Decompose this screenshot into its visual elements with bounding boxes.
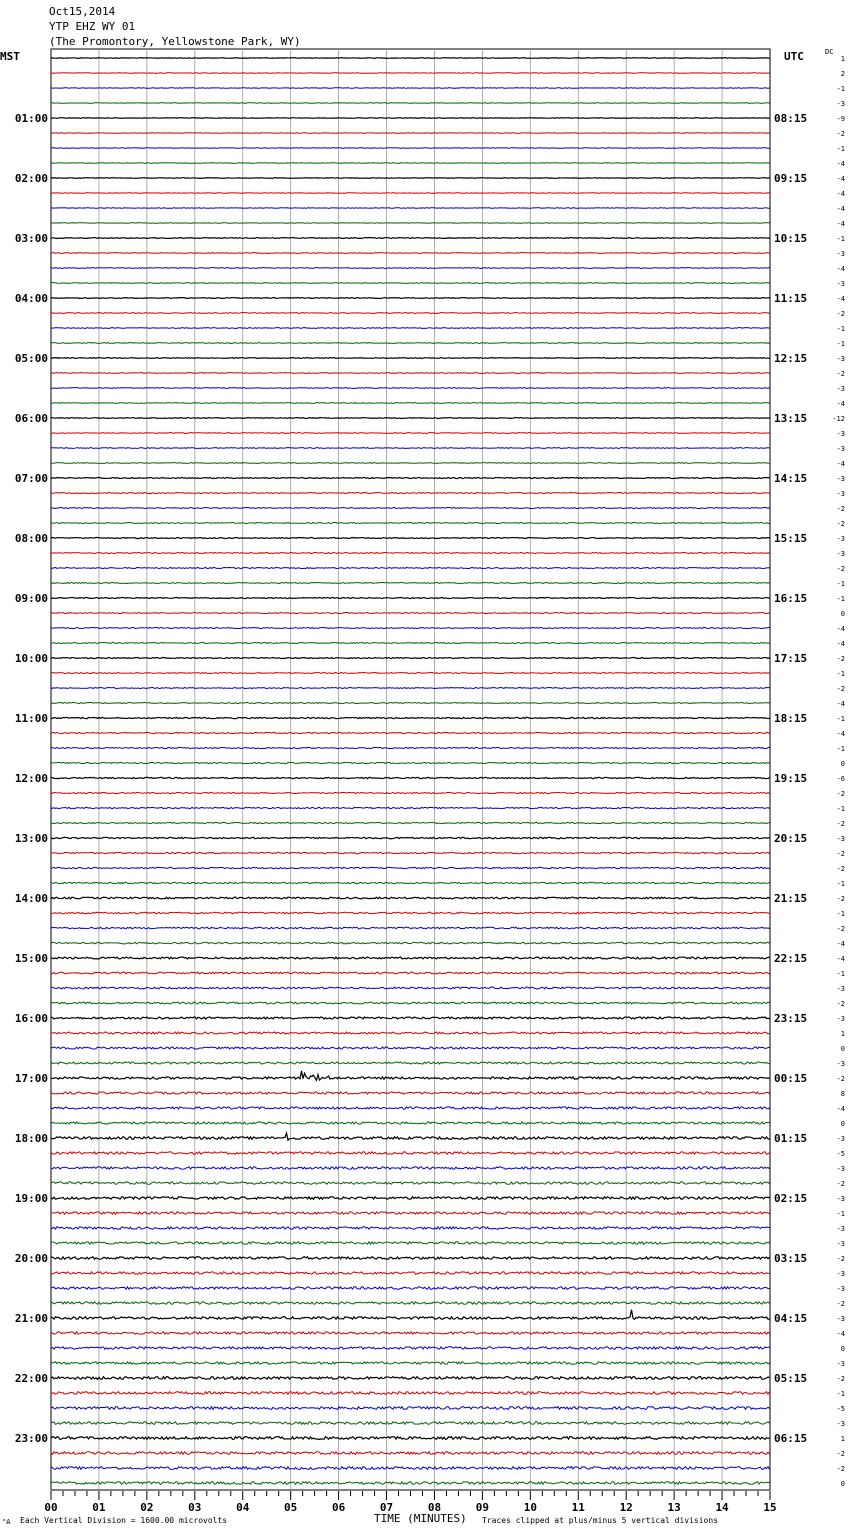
trace-row-80 xyxy=(51,1257,770,1260)
dc-offset-value: -3 xyxy=(836,1195,845,1203)
x-axis-title: TIME (MINUTES) xyxy=(374,1512,467,1525)
dc-offset-value: -4 xyxy=(836,175,845,183)
x-tick-label: 07 xyxy=(379,1501,394,1514)
trace-row-79 xyxy=(51,1242,770,1245)
mst-hour-label: 05:00 xyxy=(14,352,48,365)
mst-hour-label: 01:00 xyxy=(14,112,48,125)
trace-row-37 xyxy=(51,612,770,613)
trace-row-83 xyxy=(51,1302,770,1305)
trace-row-47 xyxy=(51,762,770,763)
trace-row-17 xyxy=(51,313,770,314)
dc-offset-value: -1 xyxy=(836,970,845,978)
dc-offset-value: -1 xyxy=(836,670,845,678)
station-location: (The Promontory, Yellowstone Park, WY) xyxy=(49,35,301,48)
utc-hour-label: 01:15 xyxy=(774,1132,808,1145)
trace-row-90 xyxy=(51,1407,770,1410)
mst-hour-label: 21:00 xyxy=(14,1312,48,1325)
dc-offset-value: -3 xyxy=(836,1165,845,1173)
trace-row-43 xyxy=(51,702,770,703)
utc-hour-label: 00:15 xyxy=(774,1072,808,1085)
utc-hour-label: 02:15 xyxy=(774,1192,808,1205)
trace-row-54 xyxy=(51,867,770,868)
dc-offset-value: -2 xyxy=(836,850,845,858)
mst-hour-label: 17:00 xyxy=(14,1072,48,1085)
trace-row-5 xyxy=(51,133,770,134)
dc-offset-value: -1 xyxy=(836,340,845,348)
dc-offset-value: -3 xyxy=(836,835,845,843)
trace-row-33 xyxy=(51,552,770,553)
trace-row-78 xyxy=(51,1227,770,1230)
dc-offset-value: -4 xyxy=(836,730,845,738)
dc-offset-value: -4 xyxy=(836,265,845,273)
trace-row-44 xyxy=(51,717,770,718)
dc-offset-value: -2 xyxy=(836,1375,845,1383)
dc-offset-value: 2 xyxy=(840,70,845,78)
mst-hour-label: 22:00 xyxy=(14,1372,48,1385)
dc-offset-value: -1 xyxy=(836,1210,845,1218)
trace-row-34 xyxy=(51,567,770,568)
station-id: YTP EHZ WY 01 xyxy=(49,20,136,33)
utc-hour-label: 08:15 xyxy=(774,112,808,125)
dc-offset-value: -5 xyxy=(836,1150,845,1158)
trace-row-65 xyxy=(51,1032,770,1034)
mst-hour-labels xyxy=(15,112,48,1445)
trace-row-13 xyxy=(51,253,770,254)
trace-row-12 xyxy=(51,238,770,239)
utc-hour-labels xyxy=(774,112,807,1445)
dc-offset-value: -2 xyxy=(836,310,845,318)
dc-offset-value: -3 xyxy=(836,1060,845,1068)
utc-hour-label: 06:15 xyxy=(774,1432,808,1445)
x-tick-label: 06 xyxy=(331,1501,346,1514)
trace-row-57 xyxy=(51,912,770,914)
dc-offset-value: 0 xyxy=(840,1345,845,1353)
x-tick-label: 09 xyxy=(475,1501,490,1514)
clip-note: Traces clipped at plus/minus 5 vertical divisions xyxy=(482,1516,719,1525)
trace-row-42 xyxy=(51,687,770,688)
dc-offset-value: -3 xyxy=(836,1285,845,1293)
dc-offset-value: -3 xyxy=(836,535,845,543)
x-tick-label: 15 xyxy=(763,1501,777,1514)
mst-hour-label: 08:00 xyxy=(14,532,48,545)
mst-hour-label: 19:00 xyxy=(14,1192,48,1205)
trace-row-68 xyxy=(51,1071,770,1080)
trace-row-23 xyxy=(51,403,770,404)
trace-row-61 xyxy=(51,972,770,974)
utc-hour-label: 05:15 xyxy=(774,1372,808,1385)
dc-offset-value: -2 xyxy=(836,370,845,378)
x-tick-label: 12 xyxy=(619,1501,633,1514)
x-tick-label: 04 xyxy=(236,1501,250,1514)
dc-offset-value: -1 xyxy=(836,745,845,753)
trace-row-41 xyxy=(51,672,770,673)
mst-hour-label: 04:00 xyxy=(14,292,48,305)
trace-row-46 xyxy=(51,747,770,748)
corner-mark: ⌃A xyxy=(2,1518,11,1526)
dc-offset-value: -2 xyxy=(836,895,845,903)
dc-offset-value: -5 xyxy=(836,1405,845,1413)
dc-offset-value: -1 xyxy=(836,1390,845,1398)
x-tick-label: 03 xyxy=(188,1501,202,1514)
dc-offset-value: 8 xyxy=(840,1090,845,1098)
trace-row-69 xyxy=(51,1092,770,1094)
mst-hour-label: 23:00 xyxy=(14,1432,48,1445)
trace-row-35 xyxy=(51,582,770,583)
dc-offset-value: -3 xyxy=(836,1270,845,1278)
trace-row-89 xyxy=(51,1392,770,1395)
dc-offset-value: -4 xyxy=(836,940,845,948)
mst-hour-label: 18:00 xyxy=(14,1132,48,1145)
trace-row-22 xyxy=(51,388,770,389)
trace-row-18 xyxy=(51,328,770,329)
dc-offset-value: -3 xyxy=(836,250,845,258)
x-tick-label: 01 xyxy=(92,1501,106,1514)
trace-row-63 xyxy=(51,1002,770,1004)
dc-offset-value: 1 xyxy=(840,1030,845,1038)
dc-offset-value: -2 xyxy=(836,1180,845,1188)
dc-offset-value: -3 xyxy=(836,985,845,993)
dc-offset-value: -2 xyxy=(836,565,845,573)
utc-hour-label: 13:15 xyxy=(774,412,808,425)
mst-hour-label: 14:00 xyxy=(14,892,48,905)
dc-offset-value: -2 xyxy=(836,1300,845,1308)
dc-offset-value: -2 xyxy=(836,925,845,933)
plot-date: Oct15,2014 xyxy=(49,5,116,18)
trace-row-28 xyxy=(51,477,770,478)
dc-offset-value: -2 xyxy=(836,1075,845,1083)
utc-hour-label: 15:15 xyxy=(774,532,808,545)
trace-row-1 xyxy=(51,73,770,74)
dc-offset-labels xyxy=(832,55,845,1488)
mst-hour-label: 06:00 xyxy=(14,412,48,425)
trace-row-91 xyxy=(51,1422,770,1425)
dc-offset-value: -1 xyxy=(836,85,845,93)
dc-offset-value: -2 xyxy=(836,1450,845,1458)
mst-hour-label: 10:00 xyxy=(14,652,48,665)
dc-offset-value: -3 xyxy=(836,280,845,288)
dc-offset-value: -2 xyxy=(836,1000,845,1008)
dc-offset-value: -1 xyxy=(836,580,845,588)
x-tick-label: 13 xyxy=(667,1501,681,1514)
dc-offset-value: 0 xyxy=(840,1120,845,1128)
trace-row-16 xyxy=(51,298,770,299)
utc-hour-label: 22:15 xyxy=(774,952,808,965)
utc-hour-label: 11:15 xyxy=(774,292,808,305)
mst-hour-label: 13:00 xyxy=(14,832,48,845)
dc-offset-value: -2 xyxy=(836,130,845,138)
dc-offset-value: -3 xyxy=(836,100,845,108)
traces xyxy=(51,58,770,1485)
trace-row-58 xyxy=(51,927,770,929)
trace-row-29 xyxy=(51,492,770,493)
dc-offset-value: 1 xyxy=(840,1435,845,1443)
trace-row-64 xyxy=(51,1017,770,1019)
mst-hour-label: 07:00 xyxy=(14,472,48,485)
dc-offset-value: -1 xyxy=(836,235,845,243)
dc-offset-value: -4 xyxy=(836,640,845,648)
x-tick-label: 08 xyxy=(427,1501,442,1514)
dc-offset-value: 0 xyxy=(840,1045,845,1053)
utc-hour-label: 19:15 xyxy=(774,772,808,785)
dc-offset-value: -3 xyxy=(836,490,845,498)
trace-row-3 xyxy=(51,103,770,104)
dc-offset-value: -3 xyxy=(836,550,845,558)
trace-row-60 xyxy=(51,957,770,959)
dc-offset-value: -9 xyxy=(836,115,845,123)
trace-row-76 xyxy=(51,1197,770,1200)
dc-offset-value: -1 xyxy=(836,595,845,603)
utc-hour-label: 23:15 xyxy=(774,1012,808,1025)
trace-row-50 xyxy=(51,807,770,808)
trace-row-27 xyxy=(51,463,770,464)
dc-offset-value: -4 xyxy=(836,400,845,408)
trace-row-74 xyxy=(51,1167,770,1170)
trace-row-38 xyxy=(51,627,770,628)
x-tick-label: 14 xyxy=(715,1501,729,1514)
dc-offset-value: -2 xyxy=(836,1465,845,1473)
mst-hour-label: 09:00 xyxy=(14,592,48,605)
trace-row-59 xyxy=(51,942,770,944)
dc-offset-value: -4 xyxy=(836,295,845,303)
dc-offset-value: -1 xyxy=(836,325,845,333)
trace-row-93 xyxy=(51,1452,770,1455)
dc-offset-value: -3 xyxy=(836,445,845,453)
mst-hour-label: 15:00 xyxy=(14,952,48,965)
dc-offset-value: -3 xyxy=(836,1015,845,1023)
trace-row-70 xyxy=(51,1107,770,1109)
trace-row-94 xyxy=(51,1467,770,1470)
dc-offset-value: -4 xyxy=(836,220,845,228)
trace-row-77 xyxy=(51,1212,770,1215)
trace-row-31 xyxy=(51,522,770,523)
dc-offset-value: -6 xyxy=(836,775,845,783)
trace-row-15 xyxy=(51,283,770,284)
trace-row-26 xyxy=(51,448,770,449)
dc-offset-value: -1 xyxy=(836,910,845,918)
dc-offset-value: 0 xyxy=(840,1480,845,1488)
trace-row-72 xyxy=(51,1133,770,1140)
trace-row-30 xyxy=(51,507,770,508)
mst-hour-label: 16:00 xyxy=(14,1012,48,1025)
x-axis xyxy=(44,1491,776,1514)
x-tick-label: 02 xyxy=(140,1501,154,1514)
trace-row-21 xyxy=(51,373,770,374)
trace-row-53 xyxy=(51,852,770,853)
utc-hour-label: 16:15 xyxy=(774,592,808,605)
trace-row-7 xyxy=(51,163,770,164)
trace-row-86 xyxy=(51,1347,770,1350)
dc-offset-value: -4 xyxy=(836,205,845,213)
trace-row-85 xyxy=(51,1332,770,1335)
dc-offset-value: -2 xyxy=(836,655,845,663)
dc-offset-value: -2 xyxy=(836,1255,845,1263)
trace-row-0 xyxy=(51,58,770,59)
dc-offset-value: -2 xyxy=(836,790,845,798)
trace-row-9 xyxy=(51,193,770,194)
trace-row-32 xyxy=(51,537,770,538)
dc-offset-value: -3 xyxy=(836,1240,845,1248)
dc-offset-value: -1 xyxy=(836,880,845,888)
trace-row-55 xyxy=(51,882,770,883)
dc-offset-value: -1 xyxy=(836,145,845,153)
x-tick-label: 05 xyxy=(284,1501,298,1514)
trace-row-25 xyxy=(51,433,770,434)
trace-row-67 xyxy=(51,1062,770,1064)
trace-row-14 xyxy=(51,268,770,269)
trace-row-11 xyxy=(51,223,770,224)
trace-row-51 xyxy=(51,822,770,823)
dc-offset-value: -2 xyxy=(836,505,845,513)
trace-row-45 xyxy=(51,732,770,733)
dc-offset-value: 0 xyxy=(840,760,845,768)
dc-offset-value: -4 xyxy=(836,190,845,198)
dc-offset-value: -3 xyxy=(836,355,845,363)
dc-offset-value: -3 xyxy=(836,1225,845,1233)
utc-hour-label: 17:15 xyxy=(774,652,808,665)
mst-hour-label: 11:00 xyxy=(14,712,48,725)
mst-axis-label: MST xyxy=(0,50,20,63)
dc-offset-value: -2 xyxy=(836,820,845,828)
dc-offset-value: -4 xyxy=(836,160,845,168)
utc-hour-label: 10:15 xyxy=(774,232,808,245)
trace-row-6 xyxy=(51,148,770,149)
utc-hour-label: 03:15 xyxy=(774,1252,808,1265)
mst-hour-label: 12:00 xyxy=(14,772,48,785)
trace-row-66 xyxy=(51,1047,770,1049)
trace-row-48 xyxy=(51,777,770,778)
dc-offset-value: -2 xyxy=(836,685,845,693)
trace-row-82 xyxy=(51,1287,770,1290)
dc-offset-value: 1 xyxy=(840,55,845,63)
trace-row-88 xyxy=(51,1377,770,1380)
trace-row-8 xyxy=(51,178,770,179)
utc-hour-label: 20:15 xyxy=(774,832,808,845)
dc-offset-value: -3 xyxy=(836,430,845,438)
trace-row-40 xyxy=(51,657,770,658)
utc-hour-label: 21:15 xyxy=(774,892,808,905)
utc-hour-label: 12:15 xyxy=(774,352,808,365)
trace-row-71 xyxy=(51,1122,770,1124)
scale-note: Each Vertical Division = 1600.00 microvolts xyxy=(20,1516,228,1525)
trace-row-62 xyxy=(51,987,770,989)
trace-row-39 xyxy=(51,642,770,643)
dc-offset-value: -1 xyxy=(836,715,845,723)
dc-label: DC xyxy=(825,48,834,56)
trace-row-56 xyxy=(51,897,770,899)
dc-offset-value: -3 xyxy=(836,475,845,483)
trace-row-19 xyxy=(51,343,770,344)
trace-row-81 xyxy=(51,1272,770,1275)
dc-offset-value: -4 xyxy=(836,1330,845,1338)
trace-row-36 xyxy=(51,597,770,598)
utc-hour-label: 09:15 xyxy=(774,172,808,185)
dc-offset-value: -3 xyxy=(836,1135,845,1143)
trace-row-20 xyxy=(51,358,770,359)
trace-row-92 xyxy=(51,1437,770,1440)
dc-offset-value: -3 xyxy=(836,1360,845,1368)
trace-row-10 xyxy=(51,208,770,209)
dc-offset-value: -4 xyxy=(836,1105,845,1113)
trace-row-24 xyxy=(51,418,770,419)
trace-row-84 xyxy=(51,1310,770,1320)
trace-row-75 xyxy=(51,1182,770,1185)
utc-axis-label: UTC xyxy=(784,50,804,63)
trace-row-2 xyxy=(51,88,770,89)
dc-offset-value: -3 xyxy=(836,385,845,393)
dc-offset-value: -4 xyxy=(836,955,845,963)
dc-offset-value: -4 xyxy=(836,460,845,468)
mst-hour-label: 20:00 xyxy=(14,1252,48,1265)
dc-offset-value: 0 xyxy=(840,610,845,618)
mst-hour-label: 03:00 xyxy=(14,232,48,245)
utc-hour-label: 04:15 xyxy=(774,1312,808,1325)
dc-offset-value: -3 xyxy=(836,1420,845,1428)
trace-row-4 xyxy=(51,118,770,119)
trace-row-87 xyxy=(51,1362,770,1365)
trace-row-52 xyxy=(51,837,770,838)
trace-row-95 xyxy=(51,1482,770,1485)
dc-offset-value: -1 xyxy=(836,805,845,813)
trace-row-49 xyxy=(51,792,770,793)
dc-offset-value: -3 xyxy=(836,1315,845,1323)
utc-hour-label: 14:15 xyxy=(774,472,808,485)
mst-hour-label: 02:00 xyxy=(14,172,48,185)
dc-offset-value: -2 xyxy=(836,520,845,528)
dc-offset-value: -4 xyxy=(836,625,845,633)
utc-hour-label: 18:15 xyxy=(774,712,808,725)
x-tick-label: 11 xyxy=(571,1501,585,1514)
dc-offset-value: -12 xyxy=(832,415,845,423)
x-tick-label: 10 xyxy=(523,1501,537,1514)
dc-offset-value: -2 xyxy=(836,865,845,873)
dc-offset-value: -4 xyxy=(836,700,845,708)
trace-row-73 xyxy=(51,1152,770,1155)
x-tick-label: 00 xyxy=(44,1501,58,1514)
